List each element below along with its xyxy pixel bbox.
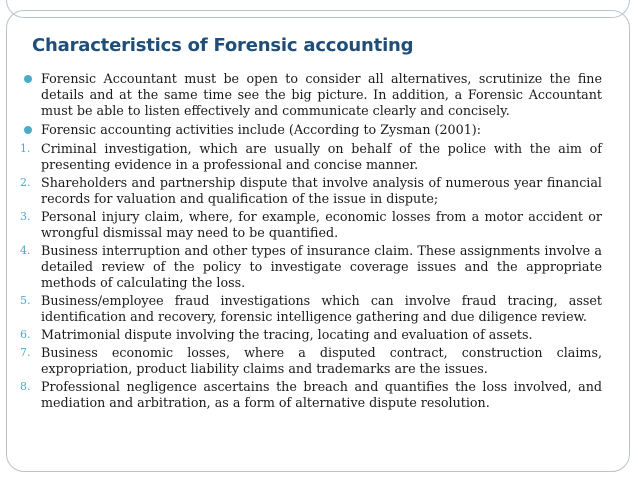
list-text: Personal injury claim, where, for example, economic losses from a motor accident or wrongful dismissal may need to be quantified. bbox=[41, 209, 602, 240]
list-item-1 bbox=[22, 141, 602, 173]
list-item-8 bbox=[22, 379, 602, 411]
list-number: 4. bbox=[20, 244, 31, 257]
list-item-7 bbox=[22, 345, 602, 377]
list-item-5 bbox=[22, 293, 602, 325]
list-item-4 bbox=[22, 243, 602, 291]
list-text: Matrimonial dispute involving the tracing, locating and evaluation of assets. bbox=[41, 327, 533, 342]
bullet-item-1 bbox=[22, 71, 602, 119]
list-text: Professional negligence ascertains the breach and quantifies the loss involved, and mediation and arbitration, as a form of alternative dispute resolution. bbox=[41, 379, 602, 410]
list-text: Business economic losses, where a disputed contract, construction claims, expropriation, product liability claims and trademarks are the issues. bbox=[41, 345, 602, 376]
list-item-6 bbox=[22, 327, 602, 343]
bullet-dot-icon bbox=[24, 75, 32, 83]
list-text: Criminal investigation, which are usually on behalf of the police with the aim of presenting evidence in a professional and concise manner. bbox=[41, 141, 602, 172]
slide-content bbox=[22, 71, 602, 413]
list-number: 1. bbox=[20, 142, 31, 155]
list-text: Business interruption and other types of insurance claim. These assignments involve a detailed review of the policy to investigate coverage issues and the appropriate methods of calculating the loss. bbox=[41, 243, 602, 290]
list-text: Business/employee fraud investigations which can involve fraud tracing, asset identification and recovery, forensic intelligence gathering and due diligence review. bbox=[41, 293, 602, 324]
slide-title: Characteristics of Forensic accounting bbox=[32, 35, 414, 56]
bullet-text: Forensic Accountant must be open to consider all alternatives, scrutinize the fine details and at the same time see the big picture. In addition, a Forensic Accountant must be able to listen effectively and communicate clearly and concisely. bbox=[41, 71, 602, 118]
list-number: 3. bbox=[20, 210, 31, 223]
list-number: 8. bbox=[20, 380, 31, 393]
list-text: Shareholders and partnership dispute that involve analysis of numerous year financial records for valuation and qualification of the issue in dispute; bbox=[41, 175, 602, 206]
list-number: 6. bbox=[20, 328, 31, 341]
bullet-text: Forensic accounting activities include (According to Zysman (2001): bbox=[41, 122, 481, 137]
list-number: 7. bbox=[20, 346, 31, 359]
bullet-dot-icon bbox=[24, 126, 32, 134]
list-number: 2. bbox=[20, 176, 31, 189]
list-item-3 bbox=[22, 209, 602, 241]
list-number: 5. bbox=[20, 294, 31, 307]
bullet-item-2 bbox=[22, 122, 602, 138]
list-item-2 bbox=[22, 175, 602, 207]
